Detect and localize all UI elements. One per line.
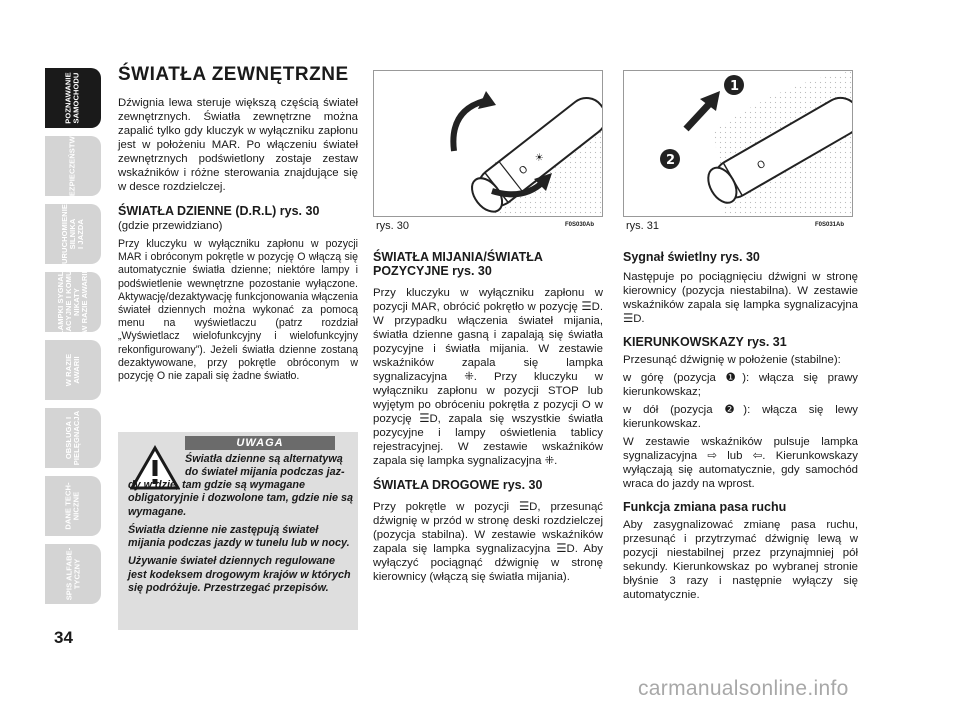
tab-bezpieczenstwo[interactable]: [45, 130, 101, 202]
column-1: [118, 64, 358, 393]
tab-label: URUCHOMIENIE SILNIKA I JAZDA: [60, 204, 86, 264]
indicators-intro: Przesunąć dźwignię w położenie (stabilne):: [623, 354, 841, 366]
page-title: ŚWIATŁA ZEWNĘTRZNE: [118, 64, 349, 85]
warning-texts: [128, 479, 353, 600]
tab-label: LAMPKI SYGNAL- ZACYJNE I KOMU- NIKATY W RAZIE AWARII: [56, 267, 90, 337]
warning-text-intro: Światła dzienne są alternatywą do świateł mijania podczas jaz-: [185, 453, 345, 478]
tab-label: POZNAWANIE SAMOCHODU: [63, 72, 81, 124]
lane-change-heading: Funkcja zmiana pasa ruchu: [623, 500, 787, 514]
dipped-beam-paragraph: Przy kluczyku w wyłączniku zapłonu w pozycji MAR, obrócić pokrętło w pozycję ☰D. W przypadku włączenia świateł mijania, światła dzienne gasną i zapalają się światła pozycyjne i światła mijania. W zestawie wskaźników zapala się lampka sygnalizacyjna ⁜. Przy kluczyku w wyłączniku zapłonu w pozycji STOP lub wyjętym po obróceniu pokrętła z pozycji O w pozycję ☰D, zapala się wszystkie światła pozycyjne i lampy oświetlenia tablicy rejestracyjnej. W zestawie wskaźników zapala się lampka sygnalizacyjna ⁜.: [373, 287, 603, 467]
warning-label: UWAGA: [185, 436, 335, 450]
svg-text:O: O: [755, 158, 768, 173]
drl-subheading: (gdzie przewidziano): [118, 220, 223, 232]
tab-dane-techniczne[interactable]: [45, 476, 101, 536]
turn-signal-illustration: [624, 71, 852, 216]
svg-text:☀: ☀: [533, 150, 547, 166]
tab-label: OBSŁUGA I PIELĘGNACJA: [63, 410, 81, 466]
chapter-tabs: [45, 68, 101, 612]
page-number: 34: [54, 628, 73, 647]
figure-30: [373, 70, 603, 217]
indicators-paragraph: W zestawie wskaźników pulsuje lampka sygnalizacyjna ⇨ lub ⇦. Kierunkowskazy wyłączają się automatycznie, gdy samochód wraca do jazdy na wprost.: [623, 436, 858, 490]
warning-box: [118, 432, 358, 630]
flash-heading: Sygnał świetlny rys. 30: [623, 250, 760, 264]
indicators-heading: KIERUNKOWSKAZY rys. 31: [623, 335, 787, 349]
intro-paragraph: Dźwignia lewa steruje większą częścią świateł zewnętrznych. Światła zewnętrzne można zapalić tylko gdy kluczyk w wyłączniku zapłonu jest w położeniu MAR. Po włączeniu świateł zewnętrznych podświetlony zostaje zestaw wskaźników i różne sterowania znajdujące się w desce rozdzielczej.: [118, 97, 358, 193]
tab-label: DANE TECH- NICZNE: [64, 482, 81, 530]
warning-text-3: Używanie świateł dziennych regulowane jest kodeksem drogowym krajów w których się podróżuje. Przestrzegać przepisów.: [128, 555, 351, 595]
svg-text:2: 2: [666, 153, 676, 168]
figure-31-caption: rys. 31: [626, 220, 660, 232]
tab-label: BEZPIECZEŃSTWO: [68, 130, 77, 202]
column-3: [623, 250, 858, 611]
watermark: carmanualsonline.info: [638, 677, 849, 700]
figure-30-caption: rys. 30: [376, 220, 410, 232]
tab-spis-alfabetyczny[interactable]: [45, 544, 101, 604]
drl-heading: ŚWIATŁA DZIENNE (D.R.L) rys. 30: [118, 204, 320, 218]
figure-31-code: F0S031Ab: [815, 222, 845, 228]
indicators-down: w dół (pozycja ❷): włącza się lewy kierunkowskaz.: [623, 404, 858, 430]
tab-obsluga-pielegnacja[interactable]: [45, 408, 101, 468]
tab-poznawanie-samochodu[interactable]: [45, 68, 101, 128]
warning-text-2: Światła dzienne nie zastępują świateł mijania podczas jazdy w tunelu lub w nocy.: [128, 523, 350, 550]
tab-uruchomienie-silnika[interactable]: [45, 204, 101, 264]
lane-change-paragraph: Aby zasygnalizować zmianę pasa ruchu, przesunąć i przytrzymać dźwignię lewą w pozycji niestabilnej przez przynajmniej pół sekundy. Kierunkowskaz po wybranej stronie błyśnie 3 razy i następnie wyłączy się automatycznie.: [623, 519, 858, 601]
svg-text:1: 1: [730, 79, 740, 94]
drl-paragraph: Przy kluczyku w wyłączniku zapłonu w pozycji MAR i obróconym pokrętle w pozycję O włączą się automatycznie światła dzienne; niektóre lampy i podświetlenie wewnętrzne pozostanie wyłączone. Aktywację/dezaktywację funkcjonowania włączenia świateł dziennych można wykonać za pomocą menu na wyświetlaczu (patrz rozdział „Wyświetlacz wielofunkcyjny i wielofunkcyjny rekonfigurowany”). Jeżeli światła dzienne zostaną dezaktywowane, przy pokrętle obróconym w pozycję O nie zapali się żadne światło.: [118, 238, 358, 383]
tab-label: W RAZIE AWARII: [64, 353, 81, 387]
main-beam-paragraph: Przy pokrętle w pozycji ☰D, przesunąć dźwignię w przód w stronę deski rozdzielczej (pozycja stabilna). W zestawie wskaźników zapala się lampka sygnalizacyjna ☰D. Aby wyłączyć pociągnąć dźwignię w stronę kierownicy (włączą się światła mijania).: [373, 501, 603, 583]
warning-text-1: dy w dzie, tam gdzie są wymagane obligatoryjnie i dozwolone tam, gdzie nie są wymagane.: [128, 479, 353, 518]
tab-w-razie-awarii[interactable]: [45, 340, 101, 400]
flash-paragraph: Następuje po pociągnięciu dźwigni w stronę kierownicy (pozycja niestabilna). W zestawie wskaźników zapala się lampka sygnalizacyjna ☰D.: [623, 271, 858, 325]
column-2: [373, 250, 603, 593]
figure-31: [623, 70, 853, 217]
stalk-rotary-illustration: [374, 71, 602, 216]
indicators-up: w górę (pozycja ❶): włącza się prawy kierunkowskaz;: [623, 372, 858, 398]
main-beam-heading: ŚWIATŁA DROGOWE rys. 30: [373, 478, 543, 492]
tab-label: SPIS ALFABE- TYCZNY: [63, 547, 81, 601]
svg-text:O: O: [517, 163, 531, 178]
dipped-beam-heading: ŚWIATŁA MIJANIA/ŚWIATŁA POZYCYJNE rys. 30: [373, 250, 543, 278]
figure-30-code: F0S030Ab: [565, 222, 595, 228]
tab-lampki-sygnalizacyjne[interactable]: [45, 267, 101, 337]
